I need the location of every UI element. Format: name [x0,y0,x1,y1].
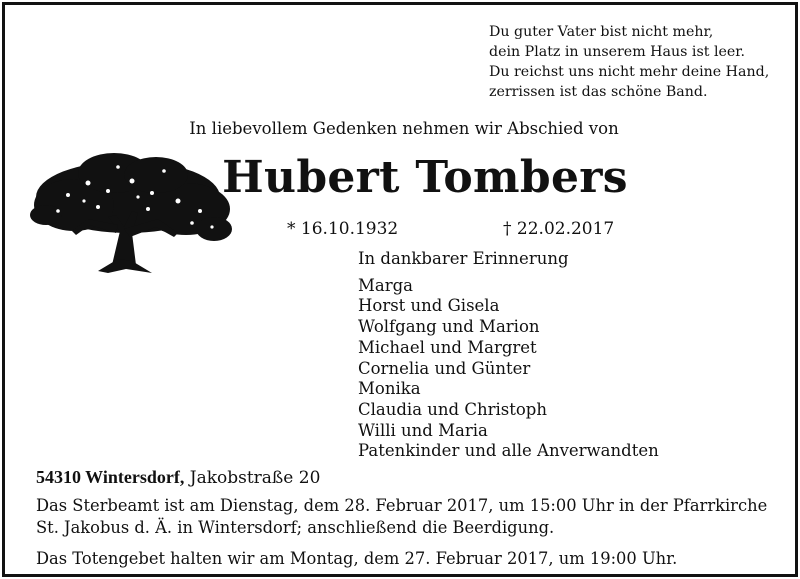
poem-line: Du reichst uns nicht mehr deine Hand, [489,64,770,80]
service-details [36,495,767,570]
family-member: Wolfgang und Marion [358,317,540,337]
family-member: Marga [358,275,414,295]
funeral-line: St. Jakobus d. Ä. in Wintersdorf; anschließend die Beerdigung. [36,518,555,537]
poem-line: Du guter Vater bist nicht mehr, [489,24,714,40]
family-member: Willi und Maria [358,420,488,440]
poem-line: zerrissen ist das schöne Band. [489,84,708,100]
prayer-line: Das Totengebet halten wir am Montag, dem 27. Februar 2017, um 19:00 Uhr. [36,549,678,568]
family-member: Claudia und Christoph [358,399,547,419]
birth-date: * 16.10.1932 [287,219,399,239]
address [36,466,320,489]
family-heading: In dankbarer Erinnerung [358,249,569,268]
poem [489,22,769,102]
intro-text: In liebevollem Gedenken nehmen wir Abschied von [189,119,619,138]
family-member: Monika [358,379,421,399]
family-member: Cornelia und Günter [358,358,531,378]
family-member: Horst und Gisela [358,296,500,316]
poem-line: dein Platz in unserem Haus ist leer. [489,44,746,60]
obituary-notice [2,2,798,577]
family-member: Michael und Margret [358,337,537,357]
tree-icon [28,145,234,285]
family-member: Patenkinder und alle Anverwandten [358,441,659,461]
deceased-name: Hubert Tombers [222,152,628,203]
funeral-line: Das Sterbeamt ist am Dienstag, dem 28. Februar 2017, um 15:00 Uhr in der Pfarrkirche [36,496,768,515]
address-street: Jakobstraße 20 [189,468,321,488]
family-list [358,249,659,462]
address-place: 54310 Wintersdorf, [36,467,185,487]
death-date: † 22.02.2017 [503,219,615,239]
